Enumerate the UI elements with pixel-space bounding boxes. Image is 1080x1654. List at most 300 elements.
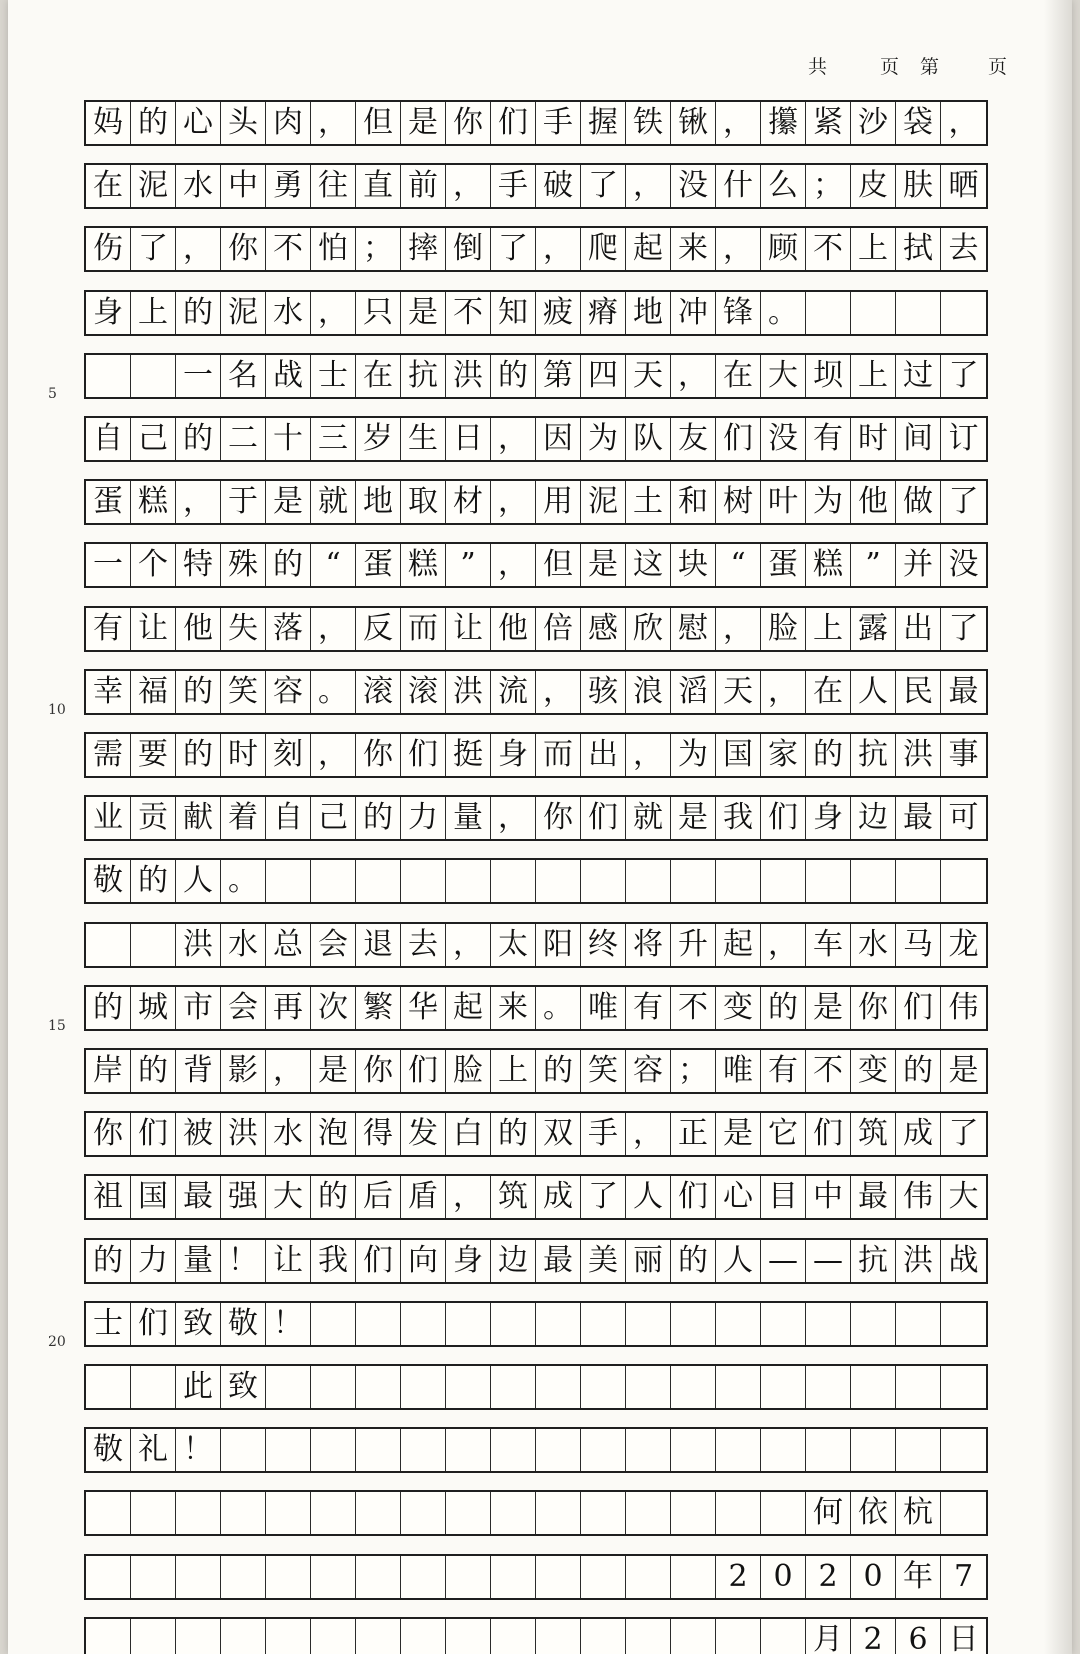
grid-cell: 城: [131, 987, 176, 1029]
grid-cell: [671, 1429, 716, 1471]
grid-cell: 需: [86, 734, 131, 776]
grid-cell: [761, 1619, 806, 1654]
grid-cell: 家: [761, 734, 806, 776]
grid-cell: 华: [401, 987, 446, 1029]
grid-cell: 2: [716, 1556, 761, 1598]
grid-cell: ，: [446, 165, 491, 207]
grid-cell: 在: [356, 355, 401, 397]
grid-cell: 献: [176, 797, 221, 839]
grid-cell: [581, 1492, 626, 1534]
grid-cell: 流: [491, 671, 536, 713]
grid-cell: 终: [581, 924, 626, 966]
grid-cell: 上: [491, 1050, 536, 1092]
grid-cell: 量: [446, 797, 491, 839]
grid-cell: 做: [896, 481, 941, 523]
grid-cell: 树: [716, 481, 761, 523]
grid-cell: 是: [401, 102, 446, 144]
grid-cell: [131, 1619, 176, 1654]
grid-cell: [536, 860, 581, 902]
line-number-5: 5: [48, 386, 57, 402]
grid-cell: 后: [356, 1176, 401, 1218]
grid-cell: 手: [581, 1113, 626, 1155]
grid-cell: 们: [761, 797, 806, 839]
grid-cell: 最: [851, 1176, 896, 1218]
grid-cell: 让: [131, 608, 176, 650]
grid-cell: 十: [266, 418, 311, 460]
grid-cell: [401, 1303, 446, 1345]
grid-cell: 士: [311, 355, 356, 397]
grid-cell: 浪: [626, 671, 671, 713]
grid-cell: [176, 1556, 221, 1598]
grid-row: [84, 1238, 988, 1284]
grid-cell: 们: [131, 1113, 176, 1155]
grid-cell: [446, 1429, 491, 1471]
grid-row: [84, 163, 988, 209]
grid-cell: [671, 1303, 716, 1345]
grid-row: [84, 1427, 988, 1473]
grid-cell: 是: [671, 797, 716, 839]
grid-cell: 你: [851, 987, 896, 1029]
grid-cell: 人: [176, 860, 221, 902]
grid-cell: 们: [356, 1240, 401, 1282]
grid-cell: 你: [356, 1050, 401, 1092]
grid-cell: 在: [716, 355, 761, 397]
grid-cell: 的: [131, 1050, 176, 1092]
grid-cell: [581, 1556, 626, 1598]
grid-cell: [356, 1492, 401, 1534]
grid-row: [84, 290, 988, 336]
grid-cell: 为: [671, 734, 716, 776]
grid-cell: 最: [948, 673, 979, 709]
grid-cell: 祖: [86, 1176, 131, 1218]
grid-cell: [896, 860, 941, 902]
grid-cell: 来: [671, 228, 716, 270]
grid-cell: [536, 1619, 581, 1654]
grid-cell: 去: [948, 231, 979, 267]
grid-cell: 了: [491, 228, 536, 270]
grid-cell: 上: [851, 228, 896, 270]
grid-cell: 有: [806, 418, 851, 460]
grid-cell: 洪: [176, 924, 221, 966]
grid-cell: 了: [948, 484, 979, 520]
grid-cell: 他: [491, 608, 536, 650]
grid-cell: 知: [491, 292, 536, 334]
grid-cell: 顾: [761, 228, 806, 270]
grid-cell: [851, 1429, 896, 1471]
grid-cell: 过: [896, 355, 941, 397]
grid-cell: [131, 924, 176, 966]
grid-cell: 大: [761, 355, 806, 397]
grid-cell: 强: [221, 1176, 266, 1218]
grid-cell: 只: [356, 292, 401, 334]
grid-cell: 的: [806, 734, 851, 776]
grid-cell: 时: [851, 418, 896, 460]
grid-cell: 上: [851, 355, 896, 397]
grid-row: [84, 1048, 988, 1094]
grid-cell: 目: [761, 1176, 806, 1218]
grid-cell: ，: [491, 797, 536, 839]
header-page-label: 页: [988, 56, 1008, 78]
grid-cell: 叶: [761, 481, 806, 523]
grid-cell: 身: [86, 292, 131, 334]
grid-cell: 坝: [806, 355, 851, 397]
grid-cell: [716, 1492, 761, 1534]
line-number-20: 20: [48, 1334, 66, 1350]
grid-cell: [131, 355, 176, 397]
grid-cell: 水: [266, 292, 311, 334]
grid-cell: 倍: [536, 608, 581, 650]
grid-cell: 的: [491, 1113, 536, 1155]
grid-cell: [536, 1492, 581, 1534]
grid-cell: [806, 1366, 851, 1408]
grid-cell: [761, 1366, 806, 1408]
grid-cell: 疲: [536, 292, 581, 334]
grid-cell: [581, 1619, 626, 1654]
grid-cell: [491, 1556, 536, 1598]
grid-cell: 我: [311, 1240, 356, 1282]
grid-cell: 们: [401, 1050, 446, 1092]
grid-cell: [356, 1619, 401, 1654]
grid-cell: ，: [311, 608, 356, 650]
grid-cell: [401, 1492, 446, 1534]
grid-cell: 自: [266, 797, 311, 839]
grid-cell: ，: [491, 544, 536, 586]
grid-cell: 出: [581, 734, 626, 776]
grid-cell: 成: [896, 1113, 941, 1155]
grid-cell: 蛋: [356, 544, 401, 586]
grid-row: [84, 922, 988, 968]
grid-cell: [671, 1492, 716, 1534]
grid-cell: 幸: [86, 671, 131, 713]
paper-edge-shadow: [1044, 0, 1072, 1654]
grid-cell: 量: [176, 1240, 221, 1282]
grid-cell: 没: [671, 165, 716, 207]
grid-cell: [761, 860, 806, 902]
grid-cell: 洪: [446, 671, 491, 713]
grid-cell: [311, 860, 356, 902]
grid-cell: [131, 1492, 176, 1534]
grid-cell: 发: [401, 1113, 446, 1155]
grid-cell: [716, 1429, 761, 1471]
grid-cell: 会: [221, 987, 266, 1029]
grid-row: [84, 100, 988, 146]
grid-cell: 容: [266, 671, 311, 713]
grid-cell: 白: [446, 1113, 491, 1155]
grid-cell: 你: [356, 734, 401, 776]
grid-cell: 糕: [806, 544, 851, 586]
grid-row: [84, 1301, 988, 1347]
grid-cell: 士: [86, 1303, 131, 1345]
grid-cell: 们: [581, 797, 626, 839]
grid-cell: 勇: [266, 165, 311, 207]
grid-cell: 四: [581, 355, 626, 397]
grid-cell: [86, 355, 131, 397]
grid-row: [84, 1111, 988, 1157]
grid-cell: 他: [176, 608, 221, 650]
grid-cell: 们: [716, 418, 761, 460]
grid-cell: [536, 1366, 581, 1408]
grid-cell: 升: [671, 924, 716, 966]
grid-cell: 来: [491, 987, 536, 1029]
essay-sheet: [8, 0, 1072, 1654]
grid-cell: [401, 860, 446, 902]
grid-cell: 的: [761, 987, 806, 1029]
grid-cell: [536, 1429, 581, 1471]
grid-cell: 边: [491, 1240, 536, 1282]
grid-cell: 天: [716, 671, 761, 713]
grid-cell: 滚: [401, 671, 446, 713]
grid-cell: ，: [311, 292, 356, 334]
line-number-15: 15: [48, 1018, 66, 1034]
grid-cell: ！: [176, 1429, 221, 1471]
grid-cell: 容: [626, 1050, 671, 1092]
grid-cell: 往: [311, 165, 356, 207]
grid-cell: 袋: [896, 102, 941, 144]
grid-cell: 2: [851, 1619, 896, 1654]
grid-cell: 泥: [131, 165, 176, 207]
grid-cell: 。: [536, 987, 581, 1029]
grid-cell: [806, 860, 851, 902]
grid-cell: [896, 1429, 941, 1471]
grid-cell: 0: [761, 1556, 806, 1598]
grid-cell: 而: [401, 608, 446, 650]
grid-cell: [356, 1556, 401, 1598]
grid-cell: [221, 1429, 266, 1471]
grid-cell: ，: [626, 1113, 671, 1155]
grid-cell: 破: [536, 165, 581, 207]
grid-cell: [851, 860, 896, 902]
grid-cell: [671, 860, 716, 902]
grid-cell: 泥: [581, 481, 626, 523]
grid-cell: 边: [851, 797, 896, 839]
header-page-number-label: 第: [920, 56, 940, 78]
grid-cell: 着: [221, 797, 266, 839]
grid-cell: [221, 1556, 266, 1598]
grid-cell: [311, 1492, 356, 1534]
grid-cell: 战: [266, 355, 311, 397]
grid-cell: [131, 1556, 176, 1598]
grid-cell: ，: [176, 481, 221, 523]
grid-cell: 中: [221, 165, 266, 207]
grid-cell: ！: [221, 1240, 266, 1282]
grid-cell: [896, 1366, 941, 1408]
grid-cell: 伤: [86, 228, 131, 270]
grid-cell: “: [311, 544, 356, 586]
grid-cell: 成: [536, 1176, 581, 1218]
grid-cell: 战: [948, 1242, 979, 1278]
grid-cell: [311, 1556, 356, 1598]
grid-cell: 总: [266, 924, 311, 966]
grid-cell: ，: [761, 671, 806, 713]
grid-cell: 的: [176, 734, 221, 776]
grid-cell: 握: [581, 102, 626, 144]
grid-cell: ，: [446, 924, 491, 966]
grid-cell: 0: [851, 1556, 896, 1598]
grid-cell: 滔: [671, 671, 716, 713]
grid-cell: [626, 1619, 671, 1654]
grid-cell: 的: [311, 1176, 356, 1218]
grid-cell: [401, 1366, 446, 1408]
grid-cell: 糕: [131, 481, 176, 523]
grid-row: [84, 1174, 988, 1220]
grid-cell: [806, 1303, 851, 1345]
grid-cell: 这: [626, 544, 671, 586]
grid-cell: ”: [851, 544, 896, 586]
grid-cell: [311, 1429, 356, 1471]
grid-cell: 爬: [581, 228, 626, 270]
grid-cell: 并: [896, 544, 941, 586]
grid-cell: 块: [671, 544, 716, 586]
grid-cell: 头: [221, 102, 266, 144]
grid-cell: 倒: [446, 228, 491, 270]
grid-cell: 地: [626, 292, 671, 334]
grid-cell: 最: [896, 797, 941, 839]
grid-cell: “: [716, 544, 761, 586]
grid-cell: 不: [806, 1050, 851, 1092]
grid-cell: 怕: [311, 228, 356, 270]
grid-cell: 正: [671, 1113, 716, 1155]
grid-cell: [941, 1303, 986, 1345]
grid-cell: 车: [806, 924, 851, 966]
grid-row: [84, 795, 988, 841]
grid-cell: 的: [86, 987, 131, 1029]
grid-cell: [761, 1492, 806, 1534]
grid-cell: 失: [221, 608, 266, 650]
grid-cell: 马: [896, 924, 941, 966]
grid-cell: 将: [626, 924, 671, 966]
grid-cell: [266, 1619, 311, 1654]
grid-cell: [716, 1303, 761, 1345]
grid-cell: [311, 1366, 356, 1408]
grid-cell: [401, 1429, 446, 1471]
grid-cell: 个: [131, 544, 176, 586]
grid-cell: 日: [948, 1621, 979, 1654]
grid-cell: 人: [626, 1176, 671, 1218]
grid-cell: 锹: [671, 102, 716, 144]
grid-row: [84, 542, 988, 588]
grid-cell: 和: [671, 481, 716, 523]
grid-cell: [401, 1556, 446, 1598]
grid-cell: 唯: [581, 987, 626, 1029]
grid-cell: 己: [311, 797, 356, 839]
grid-cell: 。: [221, 860, 266, 902]
grid-cell: 蛋: [86, 481, 131, 523]
grid-cell: 的: [176, 292, 221, 334]
grid-cell: 有: [626, 987, 671, 1029]
grid-cell: 起: [626, 228, 671, 270]
grid-cell: 杭: [896, 1492, 941, 1534]
grid-cell: 不: [671, 987, 716, 1029]
grid-cell: [221, 1619, 266, 1654]
grid-row: [84, 985, 988, 1031]
grid-cell: 慰: [671, 608, 716, 650]
grid-cell: 肤: [896, 165, 941, 207]
grid-cell: 糕: [401, 544, 446, 586]
grid-cell: [806, 1429, 851, 1471]
grid-cell: 洪: [221, 1113, 266, 1155]
grid-cell: 一: [176, 355, 221, 397]
grid-row: [84, 858, 988, 904]
grid-cell: 晒: [948, 168, 979, 204]
grid-cell: ，: [626, 734, 671, 776]
grid-cell: 最: [536, 1240, 581, 1282]
grid-cell: 人: [851, 671, 896, 713]
grid-cell: 泥: [221, 292, 266, 334]
grid-cell: 土: [626, 481, 671, 523]
grid-cell: ，: [491, 418, 536, 460]
grid-cell: [716, 860, 761, 902]
grid-cell: 上: [806, 608, 851, 650]
grid-cell: 盾: [401, 1176, 446, 1218]
grid-cell: 们: [131, 1303, 176, 1345]
grid-cell: [131, 1366, 176, 1408]
header-total-label: 共: [808, 56, 828, 78]
grid-cell: 它: [761, 1113, 806, 1155]
grid-cell: 因: [536, 418, 581, 460]
grid-cell: 就: [626, 797, 671, 839]
grid-cell: 皮: [851, 165, 896, 207]
grid-cell: 水: [221, 924, 266, 966]
grid-cell: [401, 1619, 446, 1654]
grid-cell: ，: [536, 671, 581, 713]
grid-cell: 三: [311, 418, 356, 460]
grid-cell: 刻: [266, 734, 311, 776]
grid-cell: 日: [446, 418, 491, 460]
grid-cell: 2: [806, 1556, 851, 1598]
grid-cell: 但: [536, 544, 581, 586]
grid-cell: 业: [86, 797, 131, 839]
grid-cell: 龙: [948, 926, 979, 962]
grid-cell: 笑: [581, 1050, 626, 1092]
grid-cell: ；: [806, 165, 851, 207]
grid-cell: 致: [176, 1303, 221, 1345]
grid-cell: [356, 860, 401, 902]
grid-cell: [761, 1303, 806, 1345]
grid-cell: 铁: [626, 102, 671, 144]
grid-cell: 是: [401, 292, 446, 334]
grid-cell: [626, 1492, 671, 1534]
grid-cell: 身: [491, 734, 536, 776]
grid-cell: 脸: [761, 608, 806, 650]
grid-cell: [491, 1619, 536, 1654]
grid-cell: [536, 1556, 581, 1598]
grid-cell: 友: [671, 418, 716, 460]
grid-cell: 己: [131, 418, 176, 460]
grid-cell: 筑: [851, 1113, 896, 1155]
grid-cell: 的: [356, 797, 401, 839]
grid-cell: [86, 1556, 131, 1598]
grid-cell: 的: [131, 860, 176, 902]
grid-cell: [446, 860, 491, 902]
grid-cell: [851, 292, 896, 334]
grid-row: [84, 606, 988, 652]
grid-cell: 6: [896, 1619, 941, 1654]
grid-row: [84, 1364, 988, 1410]
grid-cell: 们: [896, 987, 941, 1029]
grid-cell: [86, 1366, 131, 1408]
grid-cell: 让: [446, 608, 491, 650]
grid-cell: 脸: [446, 1050, 491, 1092]
grid-cell: [86, 1619, 131, 1654]
grid-cell: 岁: [356, 418, 401, 460]
grid-cell: 了: [948, 357, 979, 393]
grid-cell: [311, 1303, 356, 1345]
grid-cell: 起: [716, 924, 761, 966]
grid-cell: 二: [221, 418, 266, 460]
grid-row: [84, 1490, 988, 1536]
grid-cell: 丽: [626, 1240, 671, 1282]
grid-cell: [266, 1429, 311, 1471]
